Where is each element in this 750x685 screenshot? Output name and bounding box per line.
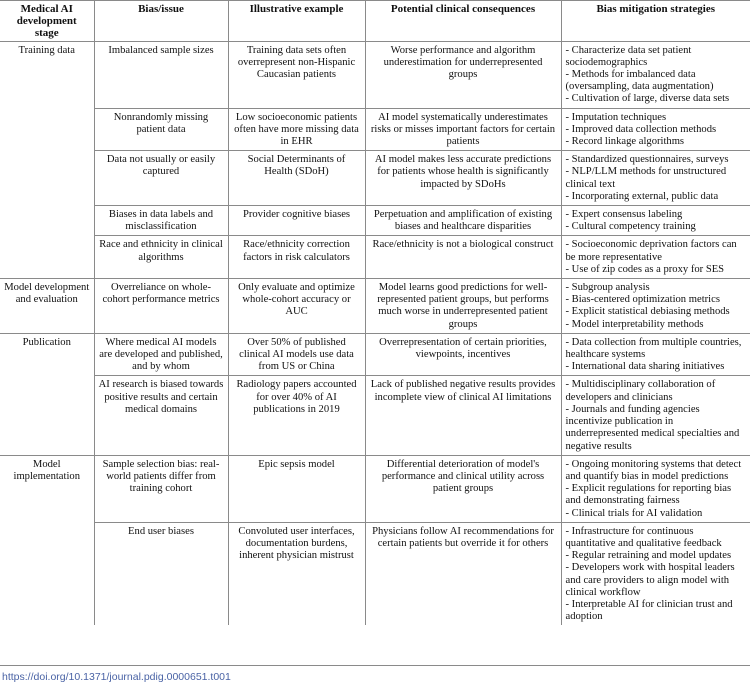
mitigation-item: - Characterize data set patient sociodemographics	[565, 44, 692, 68]
example-cell: Race/ethnicity correction factors in risk calculators	[228, 236, 365, 279]
mitigation-item: - Socioeconomic deprivation factors can be more representative	[565, 239, 737, 263]
mitigation-item: - Ongoing monitoring systems that detect and quantify bias in model predictions	[565, 458, 742, 482]
mitigation-item: - Journals and funding agencies incentivize publication in underrepresented medical specialties and negative results	[565, 403, 740, 452]
doi-link[interactable]: https://doi.org/10.1371/journal.pdig.0000651.t001	[2, 671, 231, 683]
mitigation-item: - Expert consensus labeling	[565, 209, 683, 221]
example-cell: Training data sets often overrepresent non-Hispanic Caucasian patients	[228, 41, 365, 108]
mitigation-item: - Subgroup analysis	[565, 282, 650, 294]
table-row	[0, 108, 750, 151]
issue-cell: Where medical AI models are developed and published, and by whom	[94, 333, 228, 376]
mitigation-item: - Multidisciplinary collaboration of developers and clinicians	[565, 379, 716, 403]
header-issue: Bias/issue	[94, 0, 228, 41]
issue-cell: Overreliance on whole-cohort performance metrics	[94, 279, 228, 334]
example-cell: Epic sepsis model	[228, 455, 365, 522]
table-row	[0, 376, 750, 455]
stage-cell: Model development and evaluation	[0, 279, 94, 334]
example-cell: Social Determinants of Health (SDoH)	[228, 151, 365, 206]
mitigation-item: - Methods for imbalanced data (oversampling, data augmentation)	[565, 69, 714, 93]
consequence-cell: Lack of published negative results provides incomplete view of clinical AI limitations	[365, 376, 561, 455]
consequence-cell: Model learns good predictions for well-represented patient groups, but performs much worse in underrepresented patient groups	[365, 279, 561, 334]
mitigation-item: - Explicit statistical debiasing methods	[565, 306, 730, 318]
mitigation-item: - Interpretable AI for clinician trust and adoption	[565, 598, 733, 623]
mitigation-item: - Record linkage algorithms	[565, 136, 685, 148]
header-mitigation: Bias mitigation strategies	[561, 0, 750, 41]
consequence-cell: Differential deterioration of model's performance and clinical utility across patient groups	[365, 455, 561, 522]
header-consequence: Potential clinical consequences	[365, 0, 561, 41]
table-row	[0, 41, 750, 108]
mitigation-item: - Model interpretability methods	[565, 318, 704, 330]
mitigation-cell	[561, 279, 750, 334]
stage-cell: Training data	[0, 41, 94, 278]
mitigation-item: - NLP/LLM methods for unstructured clinical text	[565, 166, 727, 190]
mitigation-cell	[561, 376, 750, 455]
mitigation-cell	[561, 41, 750, 108]
issue-cell: Race and ethnicity in clinical algorithms	[94, 236, 228, 279]
issue-cell: Biases in data labels and misclassification	[94, 206, 228, 236]
example-cell: Convoluted user interfaces, documentation burdens, inherent physician mistrust	[228, 522, 365, 625]
header-example: Illustrative example	[228, 0, 365, 41]
mitigation-item: - Data collection from multiple countries, healthcare systems	[565, 336, 742, 361]
consequence-cell: Worse performance and algorithm underestimation for underrepresented groups	[365, 41, 561, 108]
stage-cell: Model implementation	[0, 455, 94, 625]
table-row	[0, 455, 750, 522]
example-cell: Only evaluate and optimize whole-cohort accuracy or AUC	[228, 279, 365, 334]
issue-cell: End user biases	[94, 522, 228, 625]
consequence-cell: Overrepresentation of certain priorities, viewpoints, incentives	[365, 333, 561, 376]
table-row	[0, 279, 750, 334]
mitigation-cell	[561, 455, 750, 522]
table-row	[0, 522, 750, 625]
stage-cell: Publication	[0, 333, 94, 455]
issue-cell: AI research is biased towards positive results and certain medical domains	[94, 376, 228, 455]
table-row	[0, 206, 750, 236]
mitigation-item: - Imputation techniques	[565, 111, 667, 123]
mitigation-cell	[561, 522, 750, 625]
mitigation-item: - Cultivation of large, diverse data sets	[565, 93, 730, 105]
mitigation-item: - Explicit regulations for reporting bias and demonstrating fairness	[565, 483, 732, 507]
issue-cell: Data not usually or easily captured	[94, 151, 228, 206]
example-cell: Over 50% of published clinical AI models use data from US or China	[228, 333, 365, 376]
example-cell: Low socioeconomic patients often have more missing data in EHR	[228, 108, 365, 151]
example-cell: Provider cognitive biases	[228, 206, 365, 236]
header-stage: Medical AI development stage	[0, 0, 94, 41]
mitigation-item: - Clinical trials for AI validation	[565, 507, 703, 519]
table-bottom-border	[0, 665, 750, 666]
issue-cell: Sample selection bias: real-world patients differ from training cohort	[94, 455, 228, 522]
mitigation-item: - Incorporating external, public data	[565, 190, 719, 202]
mitigation-item: - Use of zip codes as a proxy for SES	[565, 263, 725, 275]
example-cell: Radiology papers accounted for over 40% of AI publications in 2019	[228, 376, 365, 455]
table-row	[0, 333, 750, 376]
mitigation-item: - Improved data collection methods	[565, 123, 717, 135]
mitigation-item: - Infrastructure for continuous quantitative and qualitative feedback	[565, 525, 722, 549]
consequence-cell: Perpetuation and amplification of existing biases and healthcare disparities	[365, 206, 561, 236]
mitigation-item: - Cultural competency training	[565, 221, 696, 233]
mitigation-item: - Standardized questionnaires, surveys	[565, 154, 729, 166]
table-row	[0, 151, 750, 206]
consequence-cell: AI model makes less accurate predictions for patients whose health is significantly impacted by SDoHs	[365, 151, 561, 206]
issue-cell: Imbalanced sample sizes	[94, 41, 228, 108]
mitigation-item: - Developers work with hospital leaders and care providers to align model with clinical workflow	[565, 562, 735, 598]
mitigation-cell	[561, 236, 750, 279]
table-body	[0, 41, 750, 625]
issue-cell: Nonrandomly missing patient data	[94, 108, 228, 151]
consequence-cell: AI model systematically underestimates risks or misses important factors for certain patients	[365, 108, 561, 151]
mitigation-cell	[561, 333, 750, 376]
table-row	[0, 236, 750, 279]
mitigation-item: - Bias-centered optimization metrics	[565, 294, 720, 306]
mitigation-item: - International data sharing initiatives	[565, 361, 725, 373]
mitigation-cell	[561, 108, 750, 151]
mitigation-cell	[561, 206, 750, 236]
consequence-cell: Physicians follow AI recommendations for certain patients but override it for others	[365, 522, 561, 625]
mitigation-cell	[561, 151, 750, 206]
consequence-cell: Race/ethnicity is not a biological construct	[365, 236, 561, 279]
mitigation-item: - Regular retraining and model updates	[565, 550, 732, 562]
header-row	[0, 0, 750, 41]
